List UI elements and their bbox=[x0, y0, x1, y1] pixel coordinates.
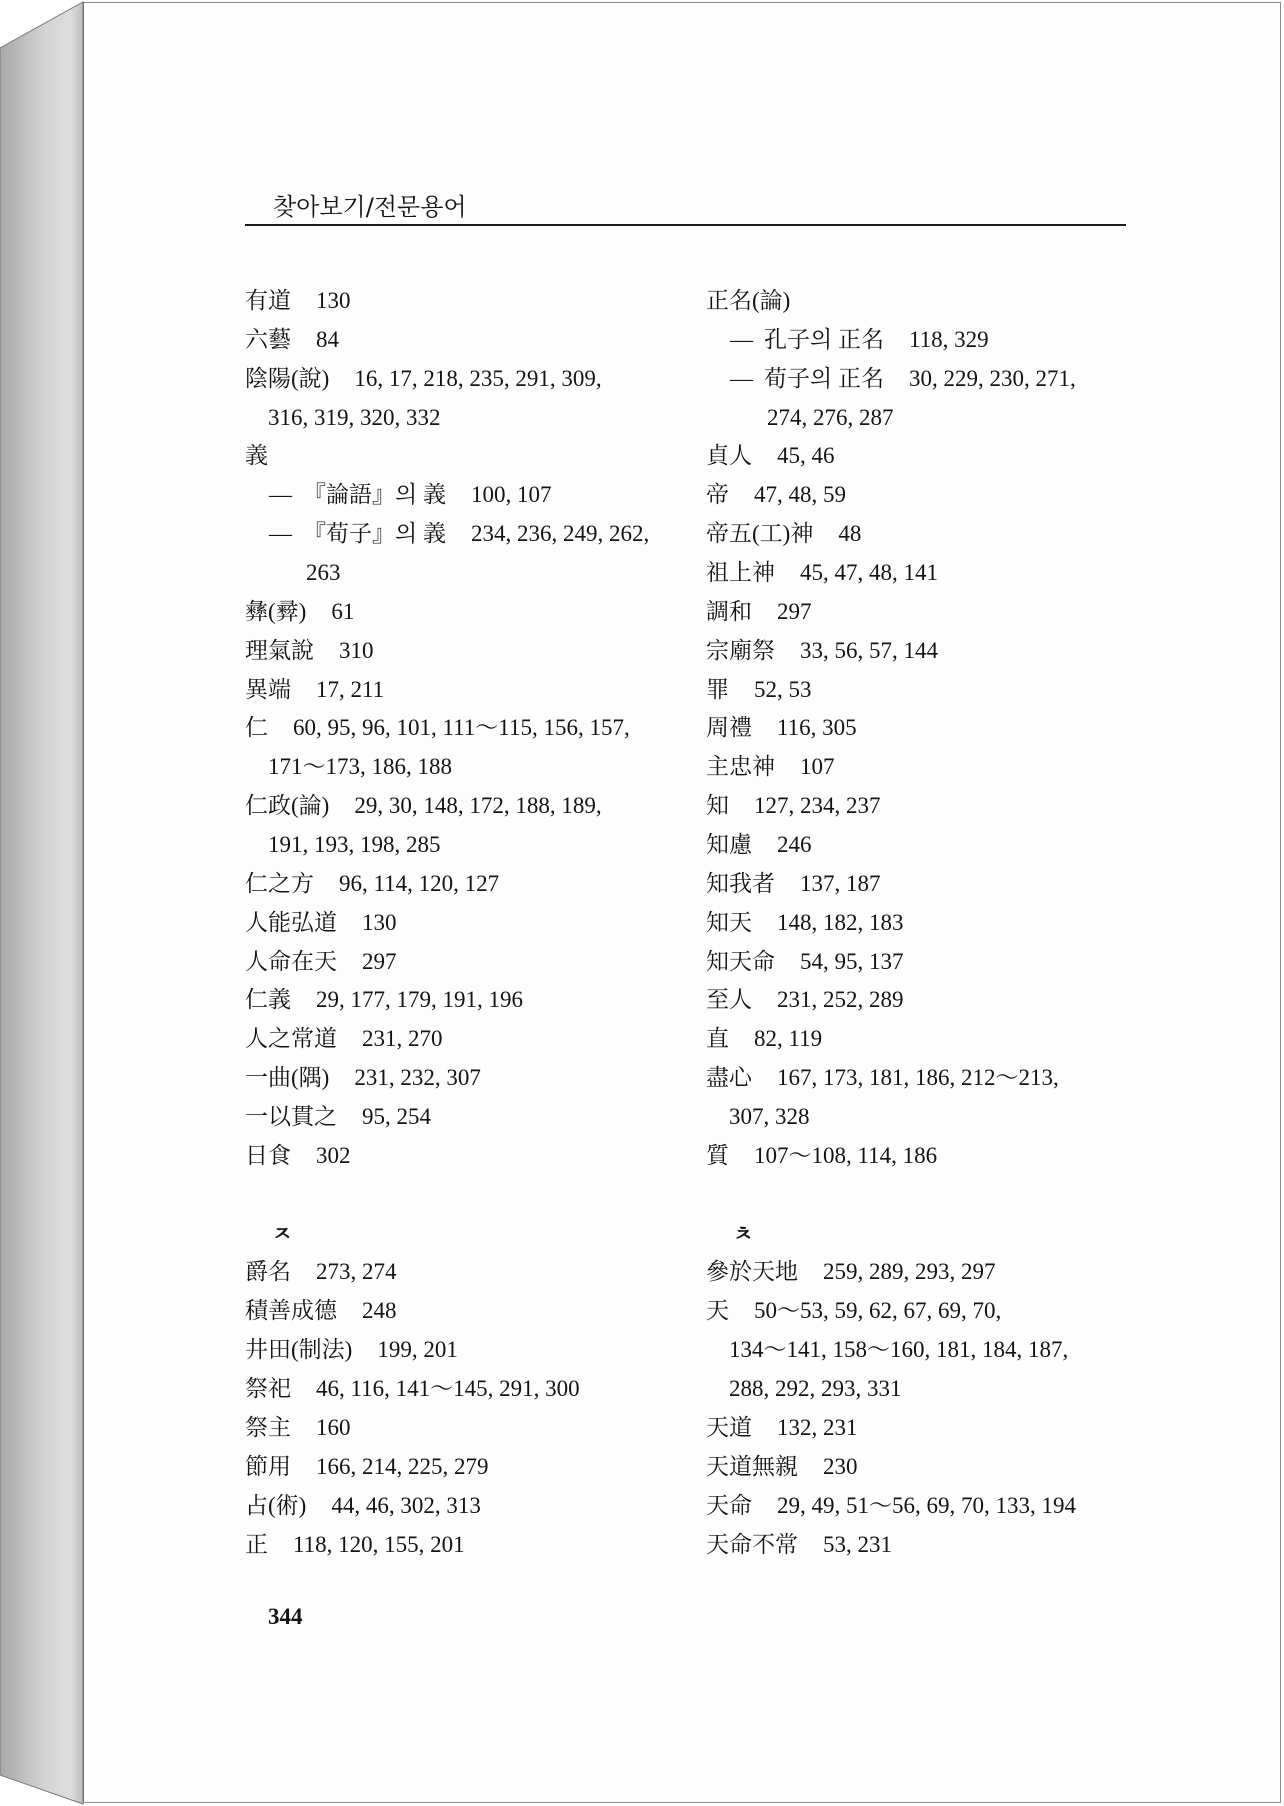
entry-term: 調和 bbox=[706, 598, 752, 624]
entry-pages: 230 bbox=[823, 1453, 858, 1479]
entry-pages: 310 bbox=[339, 637, 374, 663]
book-spine bbox=[0, 0, 90, 1806]
entry-pages: 130 bbox=[362, 909, 397, 935]
index-entry bbox=[706, 826, 1226, 865]
entry-term: 爵名 bbox=[245, 1259, 291, 1285]
entry-pages: 297 bbox=[362, 948, 397, 974]
entry-pages: 167, 173, 181, 186, 212～213, bbox=[777, 1065, 1059, 1091]
section-heading: ㅊ bbox=[733, 1221, 754, 1246]
index-entry bbox=[706, 1137, 1226, 1176]
index-entry bbox=[245, 437, 695, 476]
entry-pages: 199, 201 bbox=[377, 1337, 458, 1363]
index-entry bbox=[706, 1253, 1226, 1292]
index-entry bbox=[245, 321, 695, 360]
entry-term: 參於天地 bbox=[706, 1259, 798, 1285]
entry-term: 正名(論) bbox=[706, 288, 791, 313]
entry-pages: 100, 107 bbox=[470, 482, 552, 508]
entry-term: 一曲(隅) bbox=[245, 1065, 330, 1091]
entry-pages: 30, 229, 230, 271, bbox=[908, 365, 1076, 391]
entry-pages: 231, 270 bbox=[362, 1026, 443, 1052]
entry-term: 知慮 bbox=[706, 832, 752, 858]
subentry bbox=[706, 321, 1226, 360]
entry-term: 仁義 bbox=[245, 987, 291, 1013]
entry-pages-continuation bbox=[245, 748, 695, 787]
subentry-term: 荀子의 正名 bbox=[764, 365, 884, 391]
index-entry bbox=[245, 1059, 695, 1098]
entry-term: 知天 bbox=[706, 909, 752, 935]
entry-term: 義 bbox=[245, 443, 268, 469]
entry-term: 正 bbox=[245, 1531, 268, 1557]
entry-pages: 297 bbox=[777, 598, 812, 624]
entry-pages: 46, 116, 141～145, 291, 300 bbox=[316, 1376, 580, 1402]
entry-term: 節用 bbox=[245, 1453, 291, 1479]
entry-pages: 231, 252, 289 bbox=[777, 987, 904, 1013]
index-entry bbox=[245, 1253, 695, 1292]
entry-pages: 118, 120, 155, 201 bbox=[293, 1531, 465, 1557]
entry-pages: 54, 95, 137 bbox=[800, 948, 904, 974]
index-entry bbox=[706, 515, 1226, 554]
entry-term: 井田(制法) bbox=[245, 1337, 353, 1363]
section-heading: ㅈ bbox=[272, 1221, 293, 1246]
entry-term: 祭祀 bbox=[245, 1376, 291, 1402]
entry-pages: 48 bbox=[838, 521, 862, 547]
entry-term: 天命不常 bbox=[706, 1531, 798, 1557]
entry-term: 知天命 bbox=[706, 948, 775, 974]
entry-pages: 45, 47, 48, 141 bbox=[800, 560, 938, 586]
entry-pages: 302 bbox=[316, 1142, 351, 1168]
index-entry bbox=[706, 593, 1226, 632]
subentry-term: 『論語』의 義 bbox=[303, 482, 446, 508]
entry-term: 仁 bbox=[245, 715, 268, 741]
entry-term: 知我者 bbox=[706, 870, 775, 896]
subentry bbox=[245, 476, 695, 515]
subentry-term: 『荀子』의 義 bbox=[303, 521, 446, 547]
entry-pages: 259, 289, 293, 297 bbox=[823, 1259, 996, 1285]
entry-pages: 84 bbox=[316, 326, 339, 352]
index-entry bbox=[706, 787, 1226, 826]
entry-term: 貞人 bbox=[706, 443, 752, 469]
entry-pages: 273, 274 bbox=[316, 1259, 397, 1285]
entry-pages: 50～53, 59, 62, 67, 69, 70, bbox=[754, 1298, 1002, 1324]
index-entry bbox=[706, 1448, 1226, 1487]
entry-pages: 52, 53 bbox=[754, 676, 812, 702]
entry-pages: 95, 254 bbox=[362, 1104, 431, 1130]
entry-term: 盡心 bbox=[706, 1065, 752, 1091]
entry-pages: 248 bbox=[362, 1298, 397, 1324]
index-entry bbox=[706, 282, 1226, 321]
entry-pages: 53, 231 bbox=[823, 1531, 892, 1557]
index-entry bbox=[245, 1331, 695, 1370]
entry-pages: 107 bbox=[800, 754, 835, 780]
index-entry bbox=[245, 1487, 695, 1526]
index-column-right bbox=[706, 282, 1226, 1564]
entry-term: 人能弘道 bbox=[245, 909, 337, 935]
subentry-dash: — bbox=[730, 326, 753, 352]
index-entry bbox=[706, 554, 1226, 593]
entry-term: 六藝 bbox=[245, 326, 291, 352]
page-number: 344 bbox=[268, 1604, 303, 1629]
blank-line bbox=[706, 1176, 1226, 1215]
entry-term: 彝(彛) bbox=[245, 598, 307, 624]
entry-term: 主忠神 bbox=[706, 754, 775, 780]
entry-pages: 45, 46 bbox=[777, 443, 835, 469]
entry-term: 質 bbox=[706, 1142, 729, 1168]
index-entry bbox=[245, 1448, 695, 1487]
entry-term: 一以貫之 bbox=[245, 1104, 337, 1130]
blank-line bbox=[245, 1176, 695, 1215]
entry-pages: 118, 329 bbox=[908, 326, 989, 352]
entry-pages: 263 bbox=[306, 560, 341, 586]
index-entry bbox=[706, 865, 1226, 904]
index-entry bbox=[245, 981, 695, 1020]
index-entry bbox=[706, 943, 1226, 982]
index-entry bbox=[706, 437, 1226, 476]
index-entry bbox=[706, 632, 1226, 671]
entry-pages: 171～173, 186, 188 bbox=[268, 754, 452, 780]
entry-term: 理氣說 bbox=[245, 637, 314, 663]
entry-pages: 29, 49, 51～56, 69, 70, 133, 194 bbox=[777, 1492, 1076, 1518]
entry-pages: 274, 276, 287 bbox=[767, 404, 894, 430]
entry-pages: 107～108, 114, 186 bbox=[754, 1142, 938, 1168]
index-entry bbox=[245, 282, 695, 321]
entry-pages: 127, 234, 237 bbox=[754, 793, 881, 819]
index-entry bbox=[706, 1487, 1226, 1526]
index-entry bbox=[245, 904, 695, 943]
entry-pages: 60, 95, 96, 101, 111～115, 156, 157, bbox=[293, 715, 630, 741]
entry-pages: 316, 319, 320, 332 bbox=[268, 404, 441, 430]
entry-pages: 132, 231 bbox=[777, 1414, 858, 1440]
entry-pages: 148, 182, 183 bbox=[777, 909, 904, 935]
entry-pages: 234, 236, 249, 262, bbox=[470, 521, 650, 547]
index-entry bbox=[245, 865, 695, 904]
entry-term: 天道 bbox=[706, 1414, 752, 1440]
entry-pages: 17, 211 bbox=[316, 676, 385, 702]
entry-term: 人命在天 bbox=[245, 948, 337, 974]
entry-pages: 44, 46, 302, 313 bbox=[331, 1492, 481, 1518]
subentry bbox=[706, 360, 1226, 399]
index-entry bbox=[245, 1370, 695, 1409]
entry-term: 仁政(論) bbox=[245, 793, 330, 819]
index-entry bbox=[245, 1409, 695, 1448]
entry-term: 周禮 bbox=[706, 715, 752, 741]
entry-term: 天命 bbox=[706, 1492, 752, 1518]
index-entry bbox=[706, 709, 1226, 748]
entry-term: 仁之方 bbox=[245, 870, 314, 896]
index-entry bbox=[706, 1409, 1226, 1448]
index-entry bbox=[245, 1020, 695, 1059]
subentry-dash: — bbox=[730, 365, 753, 391]
entry-pages-continuation bbox=[245, 826, 695, 865]
entry-term: 直 bbox=[706, 1026, 729, 1052]
index-entry bbox=[706, 476, 1226, 515]
index-entry bbox=[245, 360, 695, 399]
entry-term: 天 bbox=[706, 1298, 729, 1324]
index-entry bbox=[706, 981, 1226, 1020]
entry-pages-continuation bbox=[706, 399, 1226, 438]
subentry-term: 孔子의 正名 bbox=[764, 326, 884, 352]
entry-pages: 16, 17, 218, 235, 291, 309, bbox=[354, 365, 602, 391]
entry-term: 異端 bbox=[245, 676, 291, 702]
index-entry bbox=[245, 632, 695, 671]
index-entry bbox=[245, 1098, 695, 1137]
index-entry bbox=[706, 1526, 1226, 1565]
entry-term: 祭主 bbox=[245, 1414, 291, 1440]
entry-pages: 191, 193, 198, 285 bbox=[268, 832, 441, 858]
entry-pages-continuation bbox=[245, 554, 695, 593]
index-entry bbox=[245, 1137, 695, 1176]
index-entry bbox=[245, 1292, 695, 1331]
index-entry bbox=[245, 1526, 695, 1565]
index-entry bbox=[706, 904, 1226, 943]
entry-term: 帝 bbox=[706, 482, 729, 508]
entry-pages: 134～141, 158～160, 181, 184, 187, bbox=[729, 1337, 1069, 1363]
entry-term: 積善成德 bbox=[245, 1298, 337, 1324]
index-column-left bbox=[245, 282, 695, 1564]
entry-pages: 137, 187 bbox=[800, 870, 881, 896]
entry-pages: 47, 48, 59 bbox=[754, 482, 846, 508]
entry-pages: 246 bbox=[777, 832, 812, 858]
index-entry bbox=[245, 671, 695, 710]
entry-pages: 166, 214, 225, 279 bbox=[316, 1453, 489, 1479]
index-entry bbox=[245, 709, 695, 748]
entry-pages: 82, 119 bbox=[754, 1026, 823, 1052]
index-entry bbox=[706, 671, 1226, 710]
entry-term: 占(術) bbox=[245, 1492, 307, 1518]
entry-term: 日食 bbox=[245, 1142, 291, 1168]
subentry-dash: — bbox=[269, 521, 292, 547]
entry-pages: 288, 292, 293, 331 bbox=[729, 1376, 902, 1402]
index-entry bbox=[706, 1059, 1226, 1098]
entry-term: 天道無親 bbox=[706, 1453, 798, 1479]
entry-pages: 29, 177, 179, 191, 196 bbox=[316, 987, 523, 1013]
entry-term: 有道 bbox=[245, 288, 291, 313]
entry-term: 陰陽(說) bbox=[245, 365, 330, 391]
entry-term: 宗廟祭 bbox=[706, 637, 775, 663]
index-entry bbox=[706, 1020, 1226, 1059]
entry-pages: 116, 305 bbox=[777, 715, 857, 741]
index-entry bbox=[706, 1292, 1226, 1331]
entry-pages-continuation bbox=[245, 399, 695, 438]
entry-term: 帝五(工)神 bbox=[706, 521, 814, 547]
entry-term: 祖上神 bbox=[706, 560, 775, 586]
subentry bbox=[245, 515, 695, 554]
entry-term: 知 bbox=[706, 793, 729, 819]
entry-pages: 96, 114, 120, 127 bbox=[339, 870, 500, 896]
entry-pages: 61 bbox=[331, 598, 355, 624]
entry-term: 至人 bbox=[706, 987, 752, 1013]
running-header-title: 찾아보기/전문용어 bbox=[273, 193, 467, 221]
entry-pages: 160 bbox=[316, 1414, 351, 1440]
entry-pages: 130 bbox=[316, 288, 351, 313]
header-rule bbox=[245, 224, 1126, 226]
entry-pages: 307, 328 bbox=[729, 1104, 810, 1130]
entry-pages-continuation bbox=[706, 1331, 1226, 1370]
entry-term: 罪 bbox=[706, 676, 729, 702]
entry-term: 人之常道 bbox=[245, 1026, 337, 1052]
index-entry bbox=[245, 787, 695, 826]
index-entry bbox=[706, 748, 1226, 787]
entry-pages-continuation bbox=[706, 1370, 1226, 1409]
index-entry bbox=[245, 593, 695, 632]
entry-pages: 231, 232, 307 bbox=[354, 1065, 481, 1091]
entry-pages: 29, 30, 148, 172, 188, 189, bbox=[354, 793, 602, 819]
subentry-dash: — bbox=[269, 482, 292, 508]
entry-pages-continuation bbox=[706, 1098, 1226, 1137]
entry-pages: 33, 56, 57, 144 bbox=[800, 637, 938, 663]
index-entry bbox=[245, 943, 695, 982]
